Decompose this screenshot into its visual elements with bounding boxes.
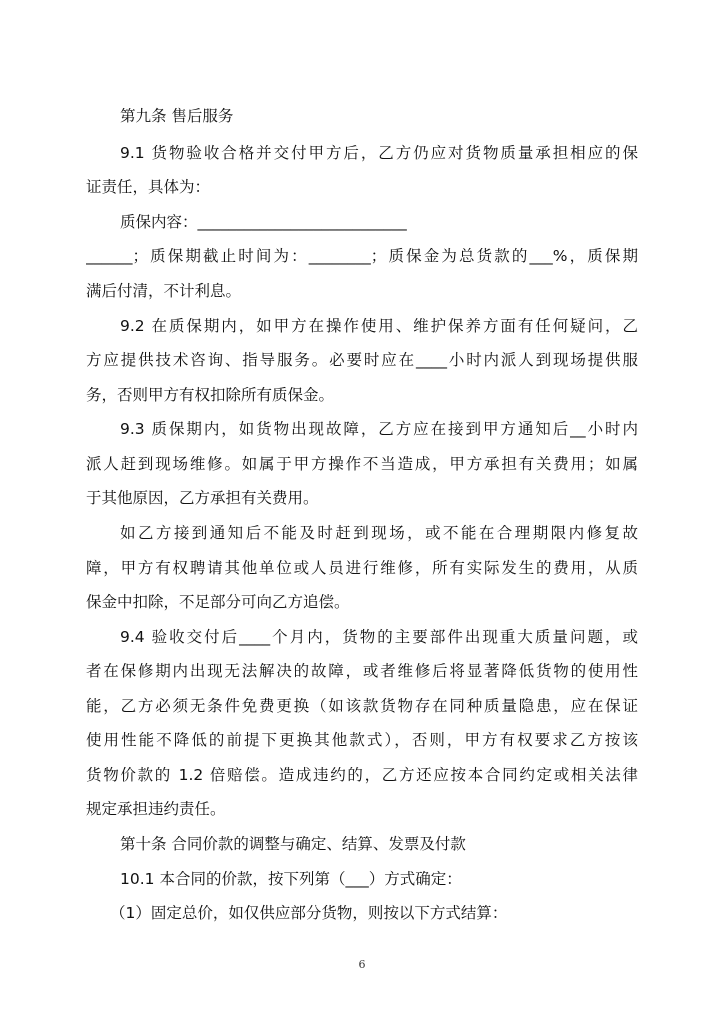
heading-article-10: 第十条 合同价款的调整与确定、结算、发票及付款	[120, 835, 466, 853]
paragraph-line: 满后付清，不计利息。	[86, 282, 242, 300]
paragraph-line: 规定承担违约责任。	[86, 800, 226, 818]
paragraph-line: 如乙方接到通知后不能及时赶到现场，或不能在合理期限内修复故	[120, 524, 638, 542]
paragraph-line: 9.4 验收交付后____个月内，货物的主要部件出现重大质量问题，或	[120, 628, 638, 646]
paragraph-line: 9.3 质保期内，如货物出现故障，乙方应在接到甲方通知后__小时内	[120, 420, 638, 438]
paragraph-line: 质保内容：___________________________	[120, 213, 407, 231]
paragraph-line: 使用性能不降低的前提下更换其他款式），否则，甲方有权要求乙方按该	[86, 731, 638, 749]
paragraph-line: 10.1 本合同的价款，按下列第（___）方式确定：	[120, 870, 462, 888]
paragraph-line: ______；质保期截止时间为：________；质保金为总货款的___%，质保期	[86, 247, 638, 265]
paragraph-line: 者在保修期内出现无法解决的故障，或者维修后将显著降低货物的使用性	[86, 662, 638, 680]
paragraph-line: 9.1 货物验收合格并交付甲方后，乙方仍应对货物质量承担相应的保	[120, 144, 638, 162]
paragraph-line: 保金中扣除，不足部分可向乙方追偿。	[86, 593, 350, 611]
page-number: 6	[358, 958, 366, 971]
paragraph-line: （1）固定总价，如仅供应部分货物，则按以下方式结算：	[110, 904, 508, 922]
paragraph-line: 于其他原因，乙方承担有关费用。	[86, 489, 319, 507]
paragraph-line: 货物价款的 1.2 倍赔偿。造成违约的，乙方还应按本合同约定或相关法律	[86, 766, 638, 784]
paragraph-line: 能，乙方必须无条件免费更换（如该款货物存在同种质量隐患，应在保证	[86, 697, 638, 715]
paragraph-line: 障，甲方有权聘请其他单位或人员进行维修，所有实际发生的费用，从质	[86, 559, 638, 577]
paragraph-line: 9.2 在质保期内，如甲方在操作使用、维护保养方面有任何疑问，乙	[120, 317, 638, 335]
paragraph-line: 派人赶到现场维修。如属于甲方操作不当造成，甲方承担有关费用；如属	[86, 455, 638, 473]
paragraph-line: 证责任，具体为：	[86, 178, 211, 196]
paragraph-line: 方应提供技术咨询、指导服务。必要时应在____小时内派人到现场提供服	[86, 351, 638, 369]
heading-article-9: 第九条 售后服务	[120, 107, 234, 125]
paragraph-line: 务，否则甲方有权扣除所有质保金。	[86, 386, 335, 404]
